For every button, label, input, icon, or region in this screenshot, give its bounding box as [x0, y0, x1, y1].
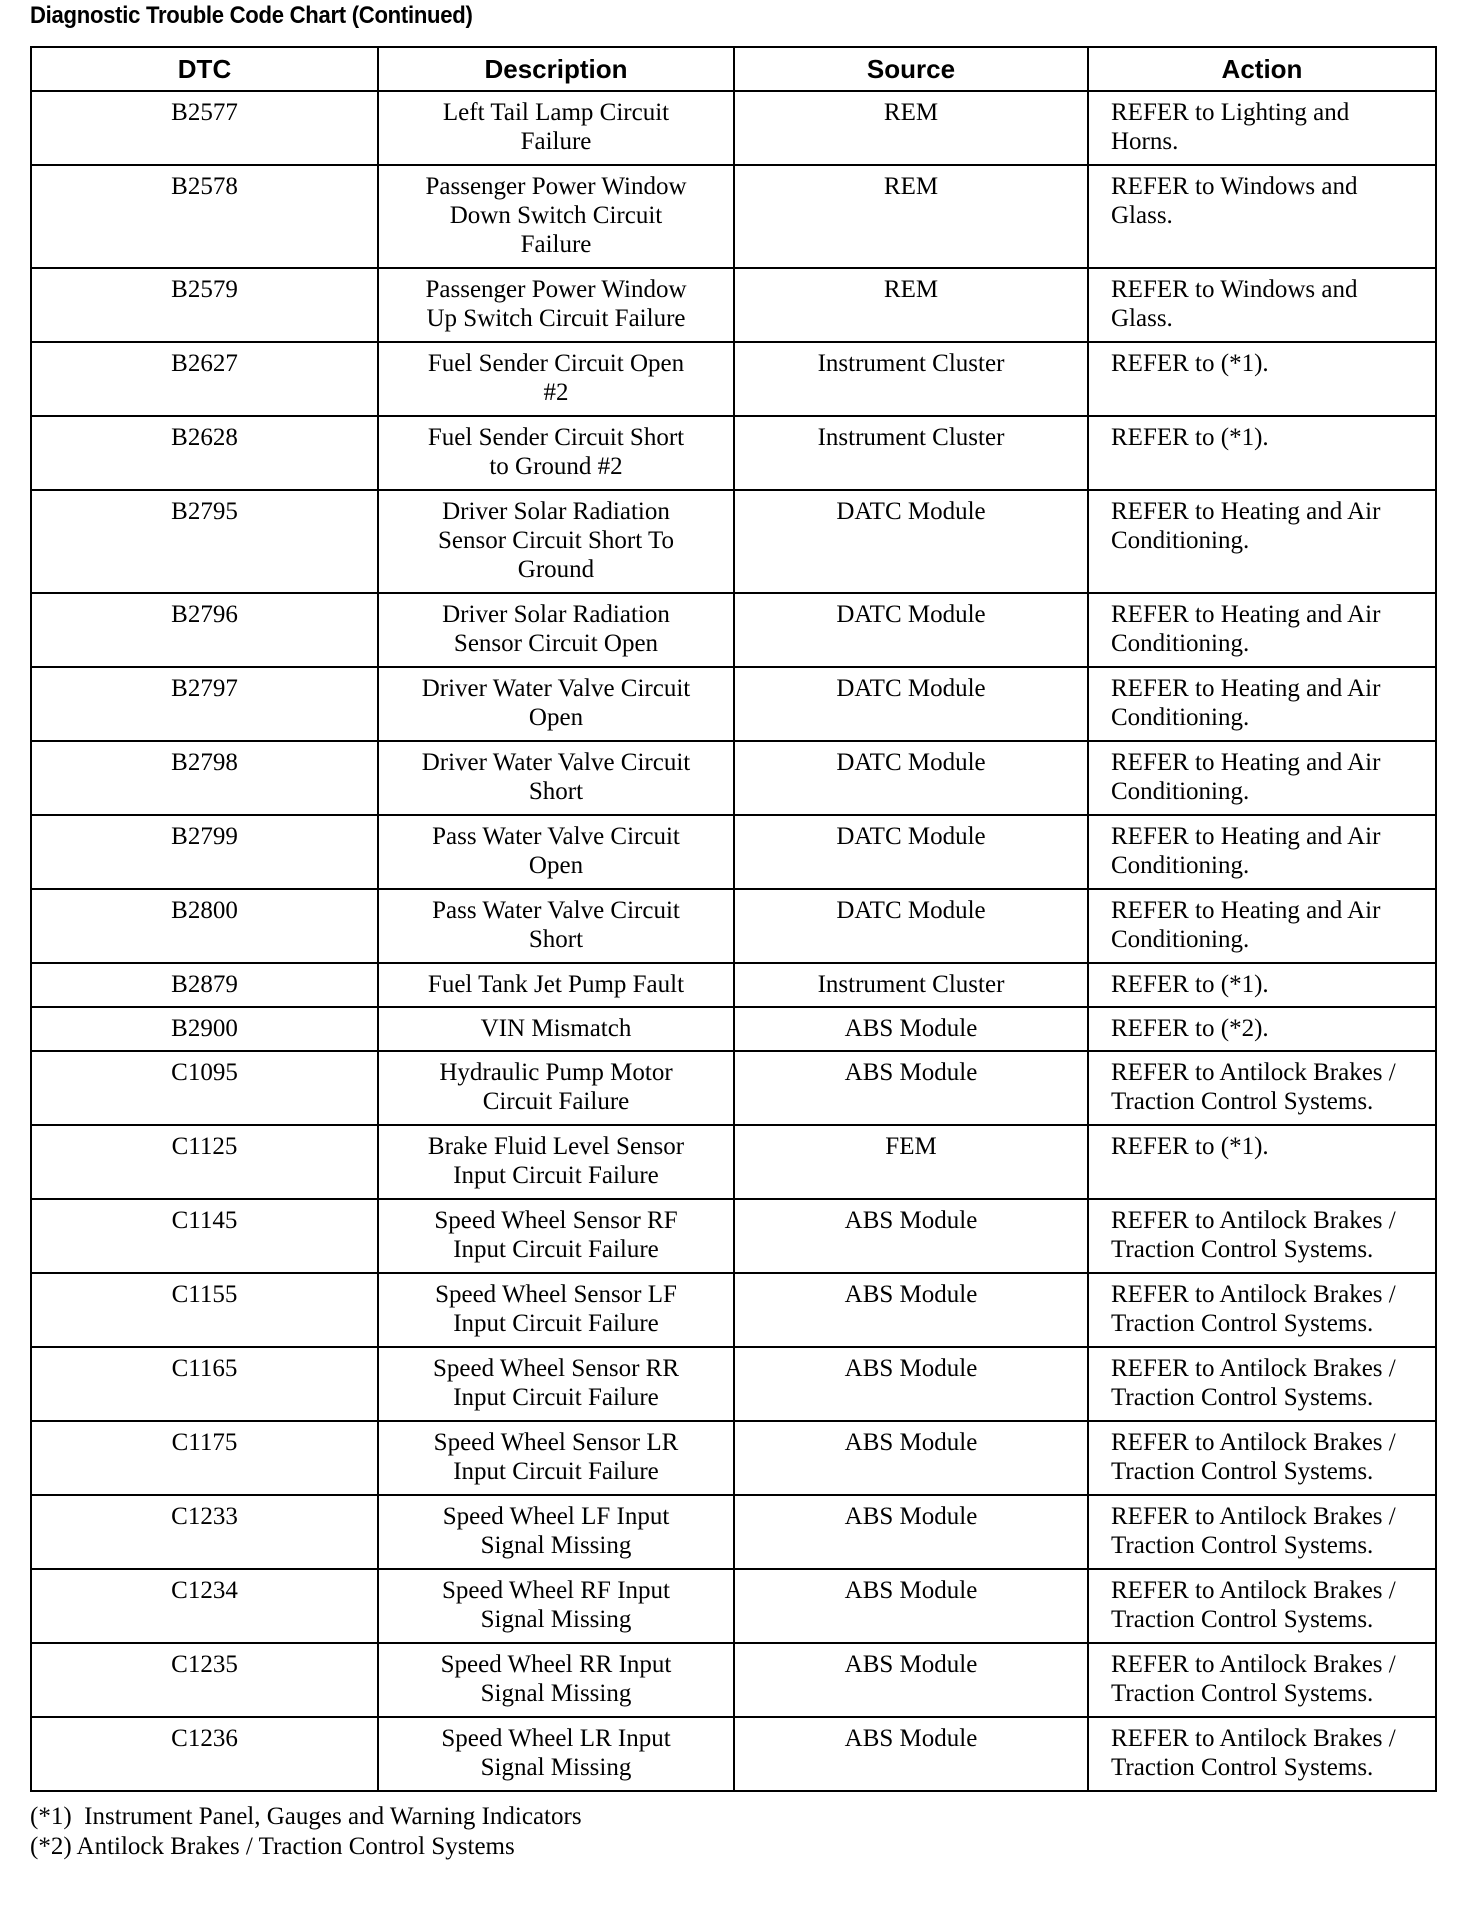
source-cell: REM: [734, 268, 1088, 342]
table-body: [31, 91, 1436, 1791]
action-cell-line: Traction Control Systems.: [1111, 1532, 1374, 1559]
description-cell: [378, 1717, 734, 1791]
description-cell-line: Signal Missing: [480, 1532, 632, 1559]
action-cell-line: Conditioning.: [1111, 778, 1250, 805]
source-cell: ABS Module: [734, 1199, 1088, 1273]
description-cell: [378, 741, 734, 815]
action-cell: [1088, 889, 1436, 963]
description-cell: [378, 416, 734, 490]
dtc-cell: C1125: [31, 1125, 378, 1199]
table-row: [31, 416, 1436, 490]
dtc-cell: C1234: [31, 1569, 378, 1643]
footnote-1: (*1) Instrument Panel, Gauges and Warning Indicators: [30, 1803, 582, 1830]
dtc-cell: B2627: [31, 342, 378, 416]
action-cell-line: Traction Control Systems.: [1111, 1458, 1374, 1485]
source-cell: Instrument Cluster: [734, 416, 1088, 490]
source-cell: ABS Module: [734, 1347, 1088, 1421]
dtc-cell: C1235: [31, 1643, 378, 1717]
action-cell-line: Conditioning.: [1111, 527, 1250, 554]
description-cell-line: Brake Fluid Level Sensor: [427, 1133, 685, 1160]
action-cell-line: Traction Control Systems.: [1111, 1754, 1374, 1781]
description-cell-line: Driver Water Valve Circuit: [421, 749, 691, 776]
description-cell-line: Sensor Circuit Open: [453, 630, 659, 657]
table-row: [31, 490, 1436, 593]
description-cell-line: Sensor Circuit Short To: [438, 527, 674, 554]
action-cell-line: REFER to (*1).: [1111, 1133, 1269, 1160]
description-cell: [378, 1007, 734, 1051]
dtc-cell: C1233: [31, 1495, 378, 1569]
action-cell-line: Glass.: [1111, 305, 1173, 332]
description-cell: [378, 1273, 734, 1347]
table-row: [31, 268, 1436, 342]
table-row: [31, 1273, 1436, 1347]
description-cell-line: Input Circuit Failure: [453, 1162, 659, 1189]
description-cell-line: Down Switch Circuit: [449, 202, 663, 229]
action-cell: [1088, 1643, 1436, 1717]
description-cell: [378, 815, 734, 889]
action-cell-line: REFER to Heating and Air: [1111, 897, 1381, 924]
action-cell-line: REFER to (*2).: [1111, 1015, 1269, 1042]
description-cell: [378, 91, 734, 165]
dtc-cell: B2797: [31, 667, 378, 741]
action-cell-line: Traction Control Systems.: [1111, 1236, 1374, 1263]
action-cell-line: REFER to Lighting and: [1111, 99, 1350, 126]
table-row: [31, 741, 1436, 815]
source-cell: ABS Module: [734, 1421, 1088, 1495]
dtc-cell: C1155: [31, 1273, 378, 1347]
action-cell-line: REFER to Windows and: [1111, 276, 1358, 303]
table-row: [31, 667, 1436, 741]
action-cell: [1088, 342, 1436, 416]
table-row: [31, 593, 1436, 667]
source-cell: DATC Module: [734, 815, 1088, 889]
description-cell-line: VIN Mismatch: [480, 1015, 632, 1042]
source-cell: DATC Module: [734, 889, 1088, 963]
description-cell: [378, 963, 734, 1007]
action-cell: [1088, 815, 1436, 889]
description-cell-line: Signal Missing: [480, 1680, 632, 1707]
action-cell-line: Traction Control Systems.: [1111, 1088, 1374, 1115]
dtc-cell: C1095: [31, 1051, 378, 1125]
source-cell: DATC Module: [734, 593, 1088, 667]
table-header-row: [31, 47, 1436, 91]
description-cell-line: Failure: [520, 128, 592, 155]
action-cell-line: REFER to Heating and Air: [1111, 601, 1381, 628]
table-row: [31, 1643, 1436, 1717]
description-cell-line: Short: [528, 926, 584, 953]
action-cell-line: Traction Control Systems.: [1111, 1680, 1374, 1707]
source-cell: DATC Module: [734, 741, 1088, 815]
action-cell: [1088, 1495, 1436, 1569]
source-cell: DATC Module: [734, 667, 1088, 741]
action-cell: [1088, 963, 1436, 1007]
table-row: [31, 815, 1436, 889]
table-row: [31, 91, 1436, 165]
description-cell-line: Fuel Tank Jet Pump Fault: [427, 971, 685, 998]
description-cell-line: Input Circuit Failure: [453, 1310, 659, 1337]
description-cell-line: Driver Water Valve Circuit: [421, 675, 691, 702]
description-cell: [378, 1569, 734, 1643]
description-cell-line: Signal Missing: [480, 1754, 632, 1781]
source-cell: REM: [734, 91, 1088, 165]
description-cell-line: Input Circuit Failure: [453, 1384, 659, 1411]
description-cell: [378, 165, 734, 268]
description-cell: [378, 667, 734, 741]
description-cell-line: Speed Wheel LF Input: [442, 1503, 670, 1530]
table-row: [31, 1347, 1436, 1421]
action-cell: [1088, 416, 1436, 490]
description-cell-line: Speed Wheel Sensor RR: [432, 1355, 680, 1382]
description-cell: [378, 1421, 734, 1495]
source-cell: ABS Module: [734, 1569, 1088, 1643]
dtc-cell: B2798: [31, 741, 378, 815]
action-cell: [1088, 1125, 1436, 1199]
action-cell-line: Conditioning.: [1111, 630, 1250, 657]
description-cell-line: Up Switch Circuit Failure: [426, 305, 686, 332]
description-cell: [378, 1347, 734, 1421]
action-cell-line: REFER to Antilock Brakes /: [1111, 1725, 1396, 1752]
action-cell: [1088, 741, 1436, 815]
action-cell-line: REFER to Heating and Air: [1111, 675, 1381, 702]
dtc-cell: B2578: [31, 165, 378, 268]
action-cell-line: Glass.: [1111, 202, 1173, 229]
description-cell-line: Fuel Sender Circuit Short: [427, 424, 685, 451]
source-cell: ABS Module: [734, 1273, 1088, 1347]
action-cell-line: Conditioning.: [1111, 926, 1250, 953]
description-cell-line: Speed Wheel RR Input: [440, 1651, 672, 1678]
dtc-cell: C1145: [31, 1199, 378, 1273]
description-cell: [378, 342, 734, 416]
action-cell-line: REFER to Antilock Brakes /: [1111, 1651, 1396, 1678]
description-cell-line: Fuel Sender Circuit Open: [427, 350, 685, 377]
dtc-table: [30, 46, 1437, 1792]
description-cell-line: to Ground #2: [489, 453, 623, 480]
source-cell: ABS Module: [734, 1007, 1088, 1051]
action-cell: [1088, 593, 1436, 667]
description-cell: [378, 1199, 734, 1273]
action-cell-line: REFER to Antilock Brakes /: [1111, 1059, 1396, 1086]
dtc-cell: C1165: [31, 1347, 378, 1421]
table-row: [31, 1421, 1436, 1495]
description-cell-line: Speed Wheel LR Input: [441, 1725, 671, 1752]
content: [30, 46, 1435, 1862]
action-cell: [1088, 1347, 1436, 1421]
description-cell-line: Signal Missing: [480, 1606, 632, 1633]
description-cell-line: Speed Wheel Sensor LF: [435, 1281, 677, 1308]
dtc-cell: B2800: [31, 889, 378, 963]
action-cell: [1088, 1051, 1436, 1125]
description-cell-line: Input Circuit Failure: [453, 1458, 659, 1485]
dtc-cell: B2628: [31, 416, 378, 490]
action-cell-line: REFER to Antilock Brakes /: [1111, 1577, 1396, 1604]
description-cell-line: Speed Wheel Sensor LR: [433, 1429, 679, 1456]
action-cell-line: REFER to Heating and Air: [1111, 749, 1381, 776]
action-cell-line: REFER to (*1).: [1111, 971, 1269, 998]
description-cell: [378, 268, 734, 342]
column-header-description: Description: [378, 47, 734, 91]
action-cell-line: REFER to Antilock Brakes /: [1111, 1503, 1396, 1530]
description-cell: [378, 593, 734, 667]
action-cell: [1088, 1007, 1436, 1051]
dtc-cell: B2799: [31, 815, 378, 889]
dtc-cell: C1175: [31, 1421, 378, 1495]
table-row: [31, 1125, 1436, 1199]
action-cell-line: Traction Control Systems.: [1111, 1606, 1374, 1633]
action-cell: [1088, 1569, 1436, 1643]
description-cell-line: #2: [543, 379, 569, 406]
source-cell: ABS Module: [734, 1643, 1088, 1717]
footnote-2: (*2) Antilock Brakes / Traction Control Systems: [30, 1833, 515, 1860]
description-cell-line: Pass Water Valve Circuit: [432, 897, 680, 924]
description-cell-line: Left Tail Lamp Circuit: [442, 99, 670, 126]
description-cell-line: Hydraulic Pump Motor: [439, 1059, 673, 1086]
description-cell-line: Driver Solar Radiation: [442, 498, 670, 525]
action-cell: [1088, 268, 1436, 342]
table-row: [31, 1717, 1436, 1791]
action-cell: [1088, 165, 1436, 268]
source-cell: ABS Module: [734, 1051, 1088, 1125]
action-cell-line: Traction Control Systems.: [1111, 1384, 1374, 1411]
column-header-source: Source: [734, 47, 1088, 91]
description-cell-line: Pass Water Valve Circuit: [432, 823, 680, 850]
source-cell: ABS Module: [734, 1495, 1088, 1569]
source-cell: DATC Module: [734, 490, 1088, 593]
action-cell: [1088, 490, 1436, 593]
action-cell: [1088, 1421, 1436, 1495]
description-cell-line: Input Circuit Failure: [453, 1236, 659, 1263]
table-row: [31, 963, 1436, 1007]
dtc-cell: C1236: [31, 1717, 378, 1791]
action-cell-line: REFER to Antilock Brakes /: [1111, 1355, 1396, 1382]
action-cell-line: REFER to Heating and Air: [1111, 498, 1381, 525]
description-cell: [378, 490, 734, 593]
description-cell-line: Short: [528, 778, 584, 805]
dtc-cell: B2796: [31, 593, 378, 667]
column-header-action: Action: [1088, 47, 1436, 91]
action-cell-line: Conditioning.: [1111, 704, 1250, 731]
action-cell: [1088, 1199, 1436, 1273]
action-cell: [1088, 1273, 1436, 1347]
description-cell: [378, 1051, 734, 1125]
description-cell: [378, 1125, 734, 1199]
table-row: [31, 1569, 1436, 1643]
description-cell: [378, 1495, 734, 1569]
description-cell-line: Passenger Power Window: [425, 276, 687, 303]
table-row: [31, 1007, 1436, 1051]
page-title: Diagnostic Trouble Code Chart (Continued): [30, 2, 473, 29]
description-cell-line: Circuit Failure: [482, 1088, 630, 1115]
action-cell: [1088, 667, 1436, 741]
description-cell-line: Ground: [517, 556, 595, 583]
action-cell-line: Conditioning.: [1111, 852, 1250, 879]
dtc-cell: B2795: [31, 490, 378, 593]
description-cell-line: Speed Wheel RF Input: [442, 1577, 670, 1604]
action-cell-line: REFER to Antilock Brakes /: [1111, 1429, 1396, 1456]
table-row: [31, 889, 1436, 963]
dtc-cell: B2879: [31, 963, 378, 1007]
action-cell-line: REFER to (*1).: [1111, 350, 1269, 377]
source-cell: REM: [734, 165, 1088, 268]
description-cell-line: Driver Solar Radiation: [442, 601, 670, 628]
dtc-cell: B2579: [31, 268, 378, 342]
source-cell: Instrument Cluster: [734, 963, 1088, 1007]
action-cell: [1088, 91, 1436, 165]
description-cell: [378, 1643, 734, 1717]
action-cell-line: REFER to Heating and Air: [1111, 823, 1381, 850]
table-row: [31, 1495, 1436, 1569]
description-cell-line: Open: [528, 852, 584, 879]
description-cell: [378, 889, 734, 963]
action-cell-line: REFER to Antilock Brakes /: [1111, 1207, 1396, 1234]
description-cell-line: Failure: [520, 231, 592, 258]
source-cell: Instrument Cluster: [734, 342, 1088, 416]
source-cell: FEM: [734, 1125, 1088, 1199]
action-cell-line: REFER to Windows and: [1111, 173, 1358, 200]
description-cell-line: Passenger Power Window: [425, 173, 687, 200]
description-cell-line: Open: [528, 704, 584, 731]
column-header-dtc: DTC: [31, 47, 378, 91]
source-cell: ABS Module: [734, 1717, 1088, 1791]
action-cell-line: REFER to Antilock Brakes /: [1111, 1281, 1396, 1308]
table-row: [31, 342, 1436, 416]
action-cell: [1088, 1717, 1436, 1791]
table-row: [31, 165, 1436, 268]
dtc-cell: B2900: [31, 1007, 378, 1051]
action-cell-line: Horns.: [1111, 128, 1179, 155]
footnotes: [30, 1802, 1435, 1862]
action-cell-line: Traction Control Systems.: [1111, 1310, 1374, 1337]
table-row: [31, 1051, 1436, 1125]
table-row: [31, 1199, 1436, 1273]
action-cell-line: REFER to (*1).: [1111, 424, 1269, 451]
dtc-cell: B2577: [31, 91, 378, 165]
description-cell-line: Speed Wheel Sensor RF: [434, 1207, 678, 1234]
